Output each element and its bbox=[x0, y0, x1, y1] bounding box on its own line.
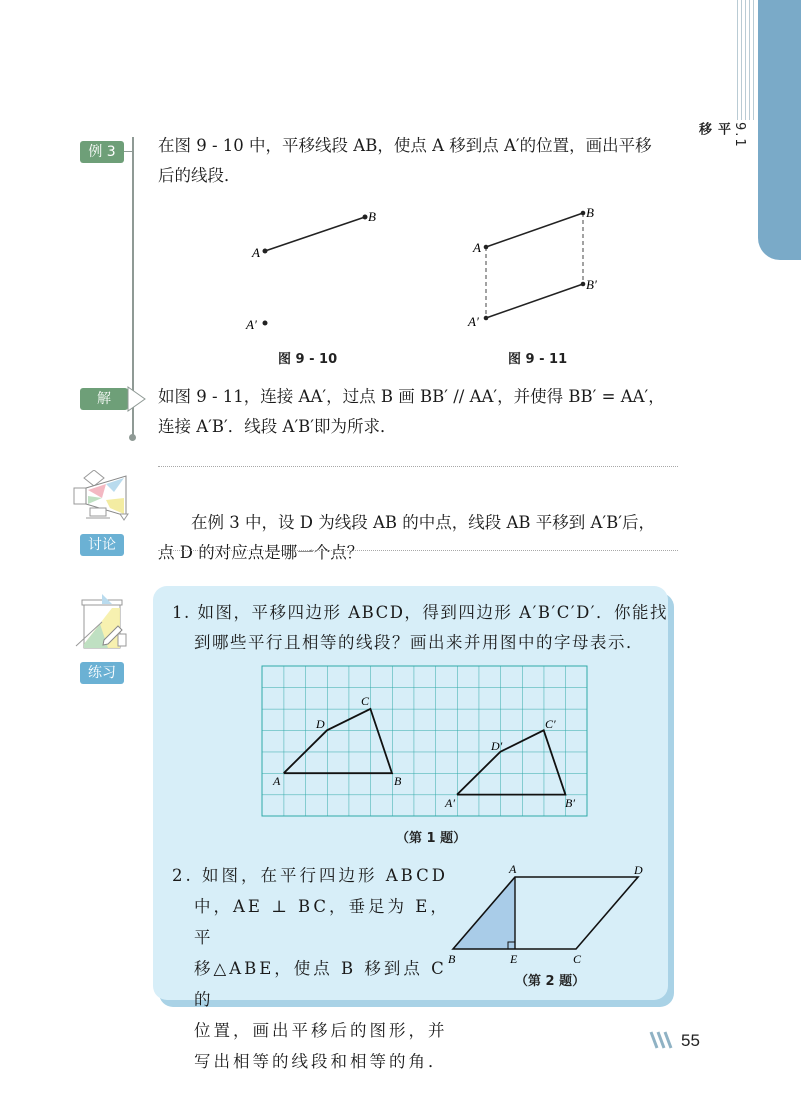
label-A: A bbox=[473, 240, 481, 255]
figure-9-11-caption: 图 9 - 11 bbox=[508, 352, 568, 367]
solution-text bbox=[158, 382, 718, 442]
discussion-megaphone-icon bbox=[70, 470, 132, 530]
discussion-top-divider bbox=[158, 466, 678, 467]
label-B: B bbox=[448, 952, 456, 966]
label-A: A bbox=[509, 862, 517, 876]
label-A-prime: A′ bbox=[468, 314, 479, 329]
practice-q1-text bbox=[172, 598, 672, 658]
practice-tag: 练习 bbox=[80, 662, 124, 684]
discussion-line: 在例 3 中，设 D 为线段 AB 的中点，线段 AB 平移到 A′B′后， bbox=[191, 513, 656, 532]
section-label bbox=[696, 122, 747, 163]
solution-tag: 解 bbox=[80, 388, 128, 410]
practice-q2-line: 2. 如图，在平行四边形 ABCD bbox=[172, 866, 448, 885]
example-rail-end-dot bbox=[129, 434, 136, 441]
practice-q1-caption: （第 1 题） bbox=[396, 831, 467, 846]
solution-line: 连接 A′B′．线段 A′B′即为所求． bbox=[158, 417, 397, 436]
side-decor-lines bbox=[735, 0, 757, 120]
label-C: C bbox=[361, 694, 370, 708]
label-A: A bbox=[273, 774, 281, 788]
figure-9-11 bbox=[460, 200, 610, 340]
practice-q2-line: 位置，画出平移后的图形，并 bbox=[194, 1021, 448, 1040]
example-3-tag: 例 3 bbox=[80, 141, 124, 163]
solution-line: 如图 9 - 11，连接 AA′，过点 B 画 BB′ // AA′，并使得 BB′ = AA′， bbox=[158, 387, 665, 406]
chapter-side-tab bbox=[758, 0, 801, 260]
label-E: E bbox=[510, 952, 518, 966]
label-D: D bbox=[316, 717, 325, 731]
figure-9-10-caption: 图 9 - 10 bbox=[278, 352, 338, 367]
page-number-stripes-icon bbox=[648, 1030, 678, 1050]
label-B: B bbox=[394, 774, 402, 788]
practice-q2-text bbox=[172, 860, 452, 1077]
page-number: 55 bbox=[681, 1031, 700, 1050]
label-C: C bbox=[573, 952, 582, 966]
example-3-text bbox=[158, 131, 718, 191]
label-D: D bbox=[634, 863, 643, 877]
label-A-prime: A′ bbox=[246, 317, 257, 332]
discussion-bottom-divider bbox=[158, 550, 678, 551]
label-B: B bbox=[368, 209, 376, 224]
practice-q2-line: 写出相等的线段和相等的角． bbox=[194, 1052, 448, 1071]
discussion-text bbox=[158, 508, 718, 568]
label-C-prime: C′ bbox=[545, 717, 556, 731]
practice-q2-caption: （第 2 题） bbox=[515, 974, 586, 989]
discussion-tag: 讨论 bbox=[80, 534, 124, 556]
section-number: 9.1 bbox=[732, 122, 747, 149]
section-title-char: 移 bbox=[696, 122, 711, 137]
practice-q1-line: 到哪些平行且相等的线段？画出来并用图中的字母表示． bbox=[194, 633, 644, 652]
label-B: B bbox=[586, 205, 594, 220]
practice-q2-parallelogram-figure bbox=[440, 860, 660, 970]
label-A: A bbox=[252, 245, 260, 260]
label-B-prime: B′ bbox=[565, 796, 575, 810]
practice-q2-line: 中，AE ⊥ BC，垂足为 E，平 bbox=[194, 897, 450, 947]
figure-9-10 bbox=[240, 200, 400, 340]
section-title-char: 平 bbox=[715, 122, 730, 137]
practice-q2-line: 移△ABE，使点 B 移到点 C 的 bbox=[194, 959, 447, 1009]
practice-notebook-pencil-icon bbox=[72, 594, 128, 656]
label-A-prime: A′ bbox=[445, 796, 455, 810]
solution-arrow-icon bbox=[127, 386, 147, 412]
label-B-prime: B′ bbox=[586, 277, 597, 292]
practice-q1-grid-figure bbox=[255, 660, 595, 825]
example-3-line: 在图 9 - 10 中，平移线段 AB，使点 A 移到点 A′的位置，画出平移 bbox=[158, 136, 652, 155]
discussion-line: 点 D 的对应点是哪一个点？ bbox=[158, 543, 364, 562]
practice-q1-line: 1. 如图，平移四边形 ABCD，得到四边形 A′B′C′D′．你能找 bbox=[172, 603, 669, 622]
label-D-prime: D′ bbox=[491, 739, 503, 753]
example-3-line: 后的线段． bbox=[158, 166, 241, 185]
